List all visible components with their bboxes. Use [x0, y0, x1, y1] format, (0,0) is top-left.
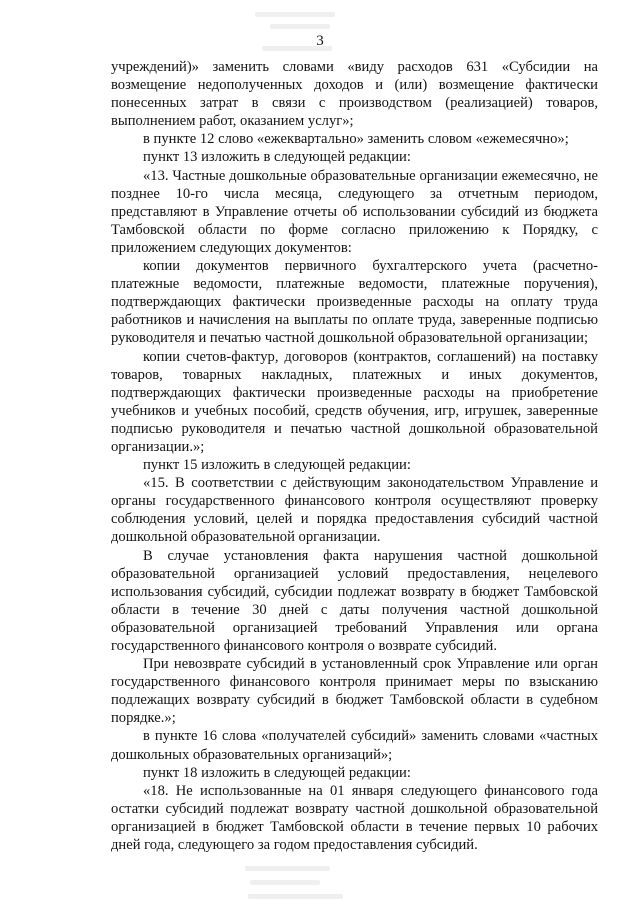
- scan-artifact: [245, 866, 330, 871]
- document-body: [111, 58, 598, 854]
- paragraph: пункт 18 изложить в следующей редакции:: [143, 764, 411, 781]
- paragraph: При невозврате субсидий в установленный срок Управление или орган государственного финансового контроля принимает меры по взысканию подлежащих возврату субсидий в бюджет Тамбовской области в судебном порядке.»;: [111, 656, 598, 727]
- paragraph: «15. В соответствии с действующим законодательством Управление и органы государственного финансового контроля осуществляют проверку соблюдения условий, целей и порядка предоставления субсидий частной дошкольной образовательной организации.: [111, 475, 598, 546]
- paragraph: копии документов первичного бухгалтерского учета (расчетно-платежные ведомости, платежные ведомости, платежные поручения), подтверждающих фактически произведенные расходы на оплату труда работников и начисления на выплаты по оплате труда, заверенные подписью руководителя и печатью частной дошкольной образовательной организации;: [111, 258, 598, 347]
- paragraph: пункт 13 изложить в следующей редакции:: [143, 149, 411, 166]
- paragraph: копии счетов-фактур, договоров (контрактов, соглашений) на поставку товаров, товарных накладных, платежных и иных документов, подтверждающих фактически произведенные расходы на приобретение учебников и учебных пособий, средств обучения, игр, игрушек, заверенные подписью руководителя и печатью частной дошкольной образовательной организации.»;: [111, 348, 598, 455]
- scan-artifact: [255, 12, 335, 17]
- paragraph: пункт 15 изложить в следующей редакции:: [143, 457, 411, 474]
- paragraph: «18. Не использованные на 01 января следующего финансового года остатки субсидий подлежат возврату частной дошкольной образовательной организацией в бюджет Тамбовской области в течение первых 10 рабочих дней года, следующего за годом предоставления субсидий.: [111, 782, 598, 854]
- paragraph: учреждений)» заменить словами «виду расходов 631 «Субсидии на возмещение недополученных доходов и (или) возмещение фактически понесенных затрат в связи с производством (реализацией) товаров, выполнением работ, оказанием услуг»;: [111, 59, 598, 130]
- scan-artifact: [248, 894, 343, 899]
- paragraph: «13. Частные дошкольные образовательные организации ежемесячно, не позднее 10-го числа месяца, следующего за отчетным периодом, представляют в Управление отчеты об использовании субсидий из бюджета Тамбовской области по форме согласно приложению к Порядку, с приложением следующих документов:: [111, 167, 598, 256]
- scan-artifact: [270, 24, 330, 29]
- scan-artifact: [250, 880, 320, 885]
- page-number: 3: [316, 33, 324, 49]
- paragraph: в пункте 12 слово «ежеквартально» заменить словом «ежемесячно»;: [143, 131, 569, 148]
- paragraph: В случае установления факта нарушения частной дошкольной образовательной организацией условий предоставления, нецелевого использования субсидий, субсидии подлежат возврату в бюджет Тамбовской области в течение 30 дней с даты получения частной дошкольной образовательной организацией требований Управления или органа государственного финансового контроля о возврате субсидий.: [111, 547, 598, 654]
- paragraph: в пункте 16 слова «получателей субсидий» заменить словами «частных дошкольных образовательных организаций»;: [111, 728, 598, 763]
